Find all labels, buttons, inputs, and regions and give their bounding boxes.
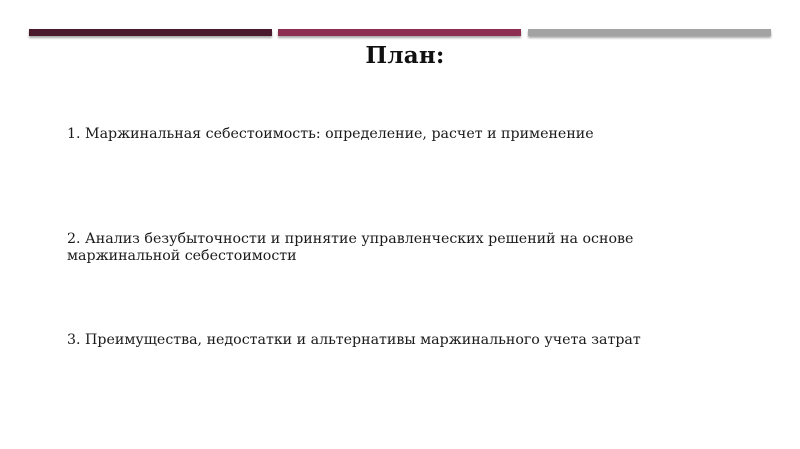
decorative-bar-gray — [528, 29, 771, 36]
plan-item-1: 1. Маржинальная себестоимость: определение, расчет и применение — [67, 126, 594, 142]
top-decorative-bars — [29, 29, 771, 38]
plan-item-3: 3. Преимущества, недостатки и альтернативы маржинального учета затрат — [67, 332, 641, 348]
decorative-bar-dark — [29, 29, 272, 36]
plan-item-2: 2. Анализ безубыточности и принятие управленческих решений на основе маржинальной себестоимости — [67, 231, 634, 264]
decorative-bar-crimson — [278, 29, 521, 36]
slide-title: План: — [365, 42, 445, 69]
